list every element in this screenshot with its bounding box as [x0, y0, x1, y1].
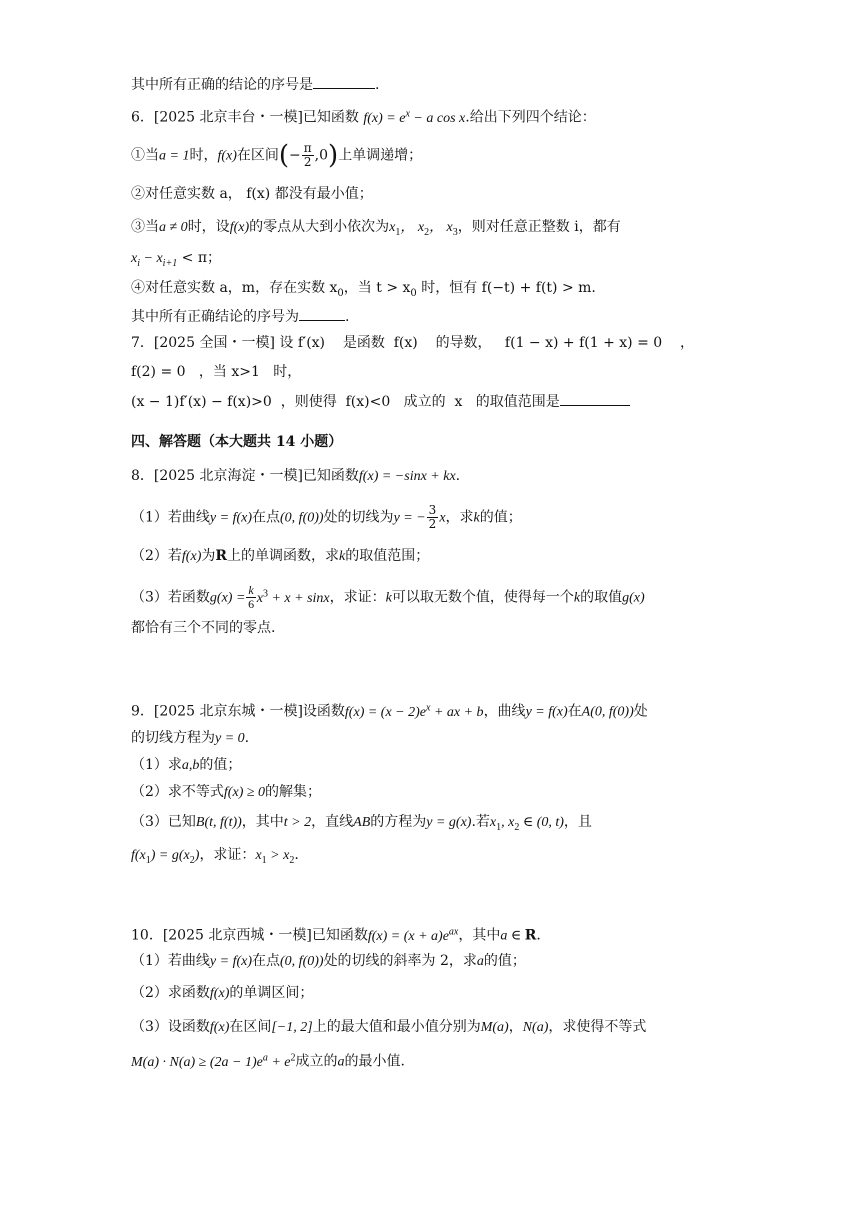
q5-answer-line: 其中所有正确的结论的序号是 .	[131, 74, 379, 95]
q9-stem-cont: 的切线方程为y = 0.	[131, 730, 250, 746]
q10-part3-cont: $M(a) \cdot N(a) \ge (2a - 1)e^a + e^2$成立的a的最小值.	[131, 1052, 405, 1070]
q6-conclusion-3: ③当a ≠ 0时，设f(x)的零点从大到小依次为$x_1$， $x_2$， $x_3$，则对任意正整数 i，都有	[131, 219, 621, 238]
q6-conclusion-3-cont: $x_i - x_{i+1} < \pi$；	[131, 250, 222, 269]
answer-blank	[560, 391, 630, 406]
q6-conclusion-1: ①当a = 1时，f(x)在区间(− $\frac{\pi}{2}$ ,0)上单调递增；	[131, 140, 423, 171]
q6-conclusion-2: ②对任意实数 a， f(x) 都没有最小值；	[131, 186, 373, 202]
q8-part1: （1）若曲线y = f(x)在点(0, f(0))处的切线为y = − $\frac{3}{2}$ x，求k的值；	[131, 503, 522, 531]
answer-blank	[299, 306, 345, 321]
answer-blank	[313, 74, 375, 89]
q5-answer-prompt: 其中所有正确的结论的序号是	[131, 77, 313, 93]
q9-stem: 9．[2025 北京东城・一模]设函数$f(x) = (x - 2)e^x$ + ax + b，曲线y = f(x)在A(0, f(0))处	[131, 702, 648, 720]
q8-stem: 8．[2025 北京海淀・一模]已知函数f(x) = −sinx + kx.	[131, 468, 461, 484]
q8-part2: （2）若f(x)为R上的单调函数，求k的取值范围；	[131, 548, 430, 564]
q6-stem: 6．[2025 北京丰台・一模]已知函数 $f(x) = e^x - a$ cos x.给出下列四个结论：	[131, 108, 596, 126]
q9-part3: （3）已知B(t, f(t))，其中t > 2，直线AB的方程为y = g(x).若$x_1$, $x_2$ ∈ (0, t)，且	[131, 814, 592, 833]
q10-stem: 10．[2025 北京西城・一模]已知函数$f(x) = (x + a)e^{ax}$，其中a ∈ R.	[131, 926, 541, 944]
q7-stem-line2: f(2) = 0 ，当 x>1 时，	[131, 364, 302, 380]
q9-part1: （1）求a,b的值；	[131, 757, 242, 773]
q8-part3: （3）若函数g(x) = $\frac{k}{6}$ $x^3 + x + \sin x$，求证：k可以取无数个值，使得每一个k的取值g(x)	[131, 583, 645, 612]
q9-part3-cont: $f(x_1) = g(x_2)$，求证：$x_1 > x_2$.	[131, 847, 299, 866]
q6-conclusion-4: ④对任意实数 a，m，存在实数 $x_0$，当 $t > x_0$ 时，恒有 f(−t) + f(t) > m.	[131, 280, 596, 299]
q7-stem-line3: (x − 1)f′(x) − f(x)>0 ，则使得 f(x)<0 成立的 x 的取值范围是	[131, 391, 630, 412]
q6-function: $f(x) = e^x - a$ cos x	[363, 108, 466, 126]
q10-part1: （1）若曲线y = f(x)在点(0, f(0))处的切线的斜率为 2，求a的值；	[131, 953, 526, 969]
q7-stem-line1: 7．[2025 全国・一模] 设 f′(x) 是函数 f(x) 的导数， f(1 − x) + f(1 + x) = 0 ，	[131, 335, 694, 351]
q10-part2: （2）求函数f(x)的单调区间；	[131, 985, 314, 1001]
q10-part3: （3）设函数f(x)在区间[−1, 2]上的最大值和最小值分别为M(a)，N(a)，求使得不等式	[131, 1019, 647, 1035]
q6-answer-line: 其中所有正确结论的序号为 .	[131, 306, 349, 327]
q9-part2: （2）求不等式f(x) ≥ 0的解集；	[131, 784, 322, 800]
q8-part3-cont: 都恰有三个不同的零点.	[131, 620, 276, 636]
section-heading: 四、解答题（本大题共 14 小题）	[131, 434, 343, 450]
